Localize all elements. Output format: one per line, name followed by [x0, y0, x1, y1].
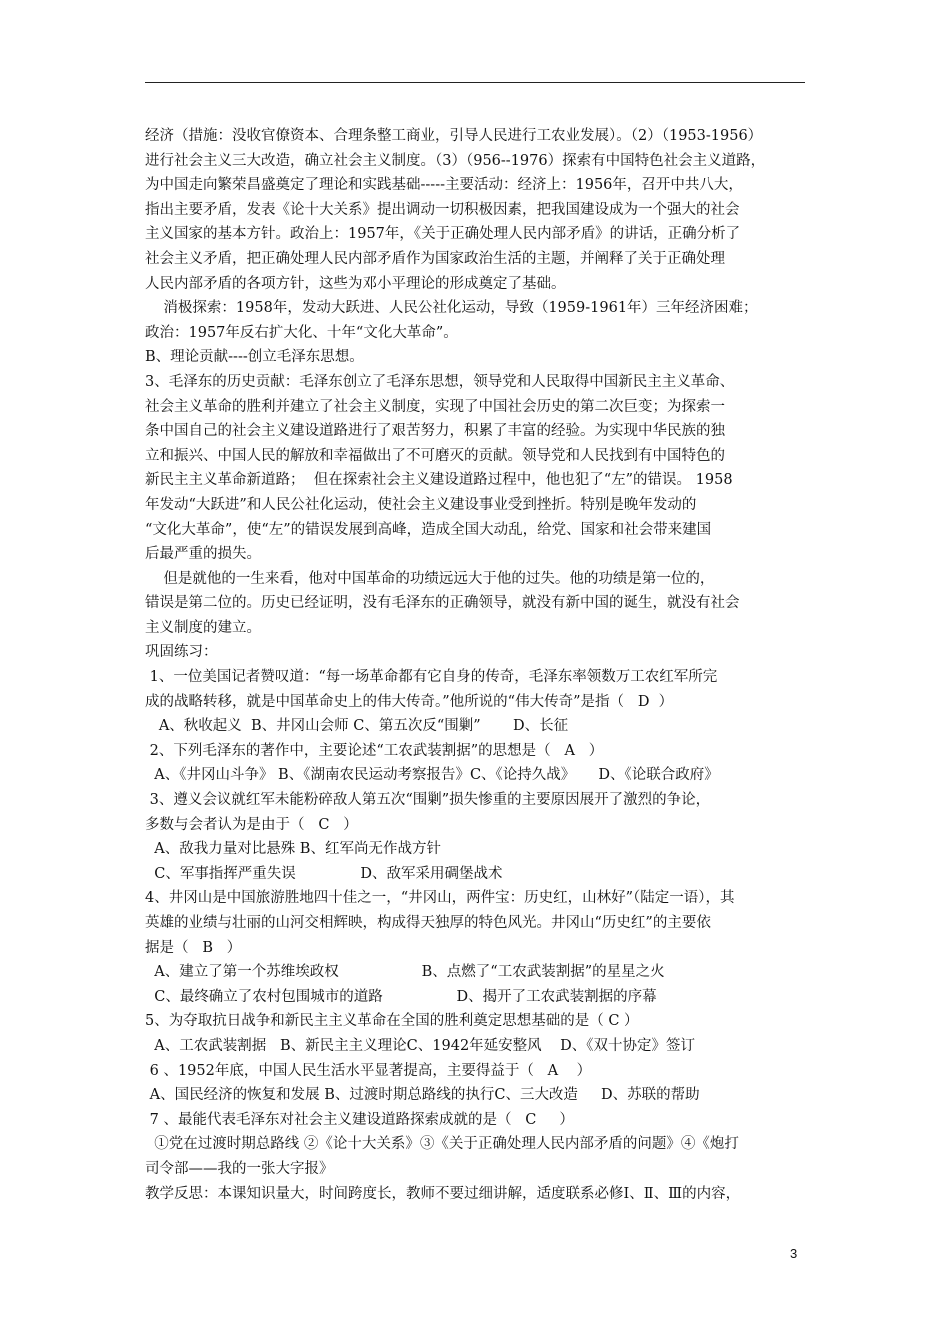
- text-line: A、《井冈山斗争》 B、《湖南农民运动考察报告》C、《论持久战》 D、《论联合政府》: [145, 767, 719, 784]
- text-line: 3、遵义会议就红军未能粉碎敌人第五次“围剿”损失惨重的主要原因展开了激烈的争论，: [145, 792, 711, 809]
- text-line: 新民主主义革命新道路； 但在探索社会主义建设道路过程中，他也犯了“左”的错误。 1958: [145, 472, 733, 489]
- text-line: A、秋收起义 B、井冈山会师 C、第五次反“围剿” D、长征: [145, 718, 569, 735]
- text-line: 巩固练习：: [145, 644, 218, 661]
- text-line: “文化大革命”，使“左”的错误发展到高峰，造成全国大动乱，给党、国家和社会带来建国: [145, 521, 712, 538]
- text-line: 进行社会主义三大改造，确立社会主义制度。（3）（956--1976）探索有中国特色社会主义道路，: [145, 152, 766, 169]
- document-body: [145, 124, 815, 1206]
- text-line: 经济（措施：没收官僚资本、合理条整工商业，引导人民进行工农业发展）。（2）（1953-1956）: [145, 128, 763, 144]
- text-line: 3、毛泽东的历史贡献：毛泽东创立了毛泽东思想，领导党和人民取得中国新民主主义革命、: [145, 373, 735, 390]
- text-line: A、建立了第一个苏维埃政权 B、点燃了“工农武装割据”的星星之火: [145, 964, 665, 981]
- text-line: 后最严重的损失。: [145, 546, 261, 563]
- text-line: 5、为夺取抗日战争和新民主主义革命在全国的胜利奠定思想基础的是（ C ）: [145, 1013, 639, 1030]
- text-line: 主义制度的建立。: [145, 619, 261, 636]
- text-line: 年发动“大跃进”和人民公社化运动，使社会主义建设事业受到挫折。特别是晚年发动的: [145, 496, 697, 513]
- text-line: 英雄的业绩与壮丽的山河交相辉映，构成得天独厚的特色风光。井冈山“历史红”的主要依: [145, 915, 711, 931]
- page-number: 3: [790, 1246, 798, 1261]
- text-line: 条中国自己的社会主义建设道路进行了艰苦努力，积累了丰富的经验。为实现中华民族的独: [145, 423, 725, 440]
- text-line: 司令部——我的一张大字报》: [145, 1160, 334, 1177]
- text-line: 7 、最能代表毛泽东对社会主义建设道路探索成就的是（ C ）: [145, 1111, 574, 1128]
- text-line: ①党在过渡时期总路线 ②《论十大关系》③《关于正确处理人民内部矛盾的问题》④《炮打: [145, 1136, 739, 1153]
- text-line: 教学反思：本课知识量大，时间跨度长，教师不要过细讲解，适度联系必修Ⅰ、Ⅱ、Ⅲ的内容，: [145, 1185, 741, 1202]
- text-line: 4、井冈山是中国旅游胜地四十佳之一，“井冈山，两件宝：历史红，山林好”（陆定一语），其: [145, 890, 735, 907]
- text-line: A、敌我力量对比悬殊 B、红军尚无作战方针: [145, 841, 441, 858]
- text-line: 政治：1957年反右扩大化、十年“文化大革命”。: [145, 324, 458, 341]
- text-line: 错误是第二位的。历史已经证明，没有毛泽东的正确领导，就没有新中国的诞生，就没有社会: [145, 595, 740, 612]
- text-line: 指出主要矛盾，发表《论十大关系》提出调动一切积极因素，把我国建设成为一个强大的社会: [145, 201, 740, 218]
- text-line: A、工农武装割据 B、新民主主义理论C、1942年延安整风 D、《双十协定》签订: [145, 1037, 695, 1054]
- text-line: 6 、1952年底，中国人民生活水平显著提高，主要得益于（ A ）: [145, 1062, 592, 1079]
- text-line: C、军事指挥严重失误 D、敌军采用碉堡战术: [145, 865, 503, 882]
- text-line: 社会主义革命的胜利并建立了社会主义制度，实现了中国社会历史的第二次巨变；为探索一: [145, 398, 725, 415]
- text-line: B、理论贡献----创立毛泽东思想。: [145, 349, 364, 366]
- text-line: 消极探索：1958年，发动大跃进、人民公社化运动，导致（1959-1961年）三年经济困难；: [145, 300, 758, 317]
- text-line: 为中国走向繁荣昌盛奠定了理论和实践基础-----主要活动：经济上：1956年，召开中共八大，: [145, 177, 743, 194]
- header-rule: [145, 82, 805, 83]
- text-line: 主义国家的基本方针。政治上：1957年，《关于正确处理人民内部矛盾》的讲话，正确分析了: [145, 226, 741, 243]
- text-line: 但是就他的一生来看，他对中国革命的功绩远远大于他的过失。他的功绩是第一位的，: [145, 570, 715, 587]
- text-line: 据是（ B ）: [145, 939, 242, 956]
- text-line: 社会主义矛盾，把正确处理人民内部矛盾作为国家政治生活的主题，并阐释了关于正确处理: [145, 250, 725, 267]
- text-line: 多数与会者认为是由于（ C ）: [145, 816, 358, 833]
- text-line: C、最终确立了农村包围城市的道路 D、揭开了工农武装割据的序幕: [145, 988, 657, 1005]
- text-line: A、国民经济的恢复和发展 B、过渡时期总路线的执行C、三大改造 D、苏联的帮助: [145, 1087, 700, 1104]
- text-line: 1、一位美国记者赞叹道：“每一场革命都有它自身的传奇，毛泽东率领数万工农红军所完: [145, 669, 718, 686]
- text-line: 立和振兴、中国人民的解放和幸福做出了不可磨灭的贡献。领导党和人民找到有中国特色的: [145, 447, 725, 464]
- text-line: 成的战略转移，就是中国革命史上的伟大传奇。”他所说的“伟大传奇”是指（ D ）: [145, 693, 674, 710]
- text-line: 2、下列毛泽东的著作中，主要论述“工农武装割据”的思想是（ A ）: [145, 742, 604, 759]
- text-line: 人民内部矛盾的各项方针，这些为邓小平理论的形成奠定了基础。: [145, 275, 566, 292]
